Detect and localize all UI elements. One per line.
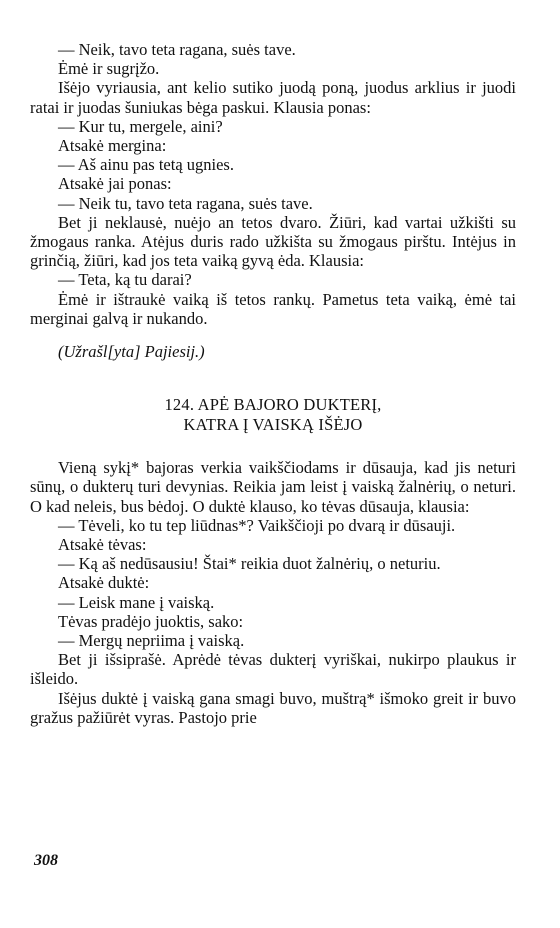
paragraph: — Mergų nepriima į vaiską.	[58, 631, 245, 651]
paragraph: — Leisk mane į vaiską.	[58, 592, 215, 612]
paragraph: — Ką aš nedūsausiu! Štai* reikia duot žalnėrių, o neturiu.	[58, 554, 441, 574]
paragraph: Tėvas pradėjo juoktis, sako:	[58, 611, 244, 631]
paragraph: Ėmė ir sugrįžo.	[58, 59, 160, 79]
paragraph: Atsakė duktė:	[58, 573, 150, 593]
paragraph: Atsakė jai ponas:	[58, 174, 172, 194]
book-page	[30, 40, 516, 920]
paragraph: — Neik, tavo teta ragana, suės tave.	[58, 40, 296, 59]
paragraph: — Teta, ką tu darai?	[58, 270, 192, 290]
story-heading-line: 124. APĖ BAJORO DUKTERĮ,	[164, 395, 382, 415]
paragraph: Bet ji neklausė, nuėjo an tetos dvaro. Žiūri, kad vartai užkišti su žmogaus ranka. Atėjus duris rado užkišta su žmogaus pirštu. Intėjus in grinčią, žiūri, kad jos teta vaiką gyvą ėda. Klausia:	[30, 212, 516, 271]
story-heading	[30, 395, 516, 434]
paragraph: Išėjo vyriausia, ant kelio sutiko juodą poną, juodus arklius ir juodi ratai ir juodas šuniukas bėga paskui. Klausia ponas:	[30, 78, 516, 117]
paragraph: Ėmė ir ištraukė vaiką iš tetos rankų. Pametus teta vaiką, ėmė tai merginai galvą ir nukando.	[30, 289, 516, 328]
paragraph: — Kur tu, mergele, aini?	[58, 116, 223, 136]
source-note: (Užrašl[yta] Pajiesij.)	[58, 342, 205, 362]
paragraph: Bet ji išsiprašė. Aprėdė tėvas dukterį vyriškai, nukirpo plaukus ir išleido.	[30, 650, 516, 689]
page-number: 308	[34, 852, 58, 869]
paragraph: Atsakė mergina:	[58, 136, 167, 156]
story-heading-line: KATRA Į VAISKĄ IŠĖJO	[183, 414, 363, 434]
paragraph: Vieną sykį* bajoras verkia vaikščiodams ir dūsauja, kad jis neturi sūnų, o dukterų turi devynias. Reikia jam leist į vaiską žalnėrių, o neturi. O kad neleis, bus bėdoj. O duktė klauso, ko tėvas dūsauja, klausia:	[30, 458, 516, 516]
paragraph: — Tėveli, ko tu tep liūdnas*? Vaikščioji po dvarą ir dūsauji.	[58, 515, 456, 535]
paragraph: — Aš ainu pas tetą ugnies.	[58, 155, 234, 175]
paragraph: Išėjus duktė į vaiską gana smagi buvo, muštrą* išmoko greit ir buvo gražus pažiūrėt vyras. Pastojo prie	[30, 688, 516, 727]
paragraph: — Neik tu, tavo teta ragana, suės tave.	[58, 193, 313, 213]
paragraph: Atsakė tėvas:	[58, 535, 147, 555]
